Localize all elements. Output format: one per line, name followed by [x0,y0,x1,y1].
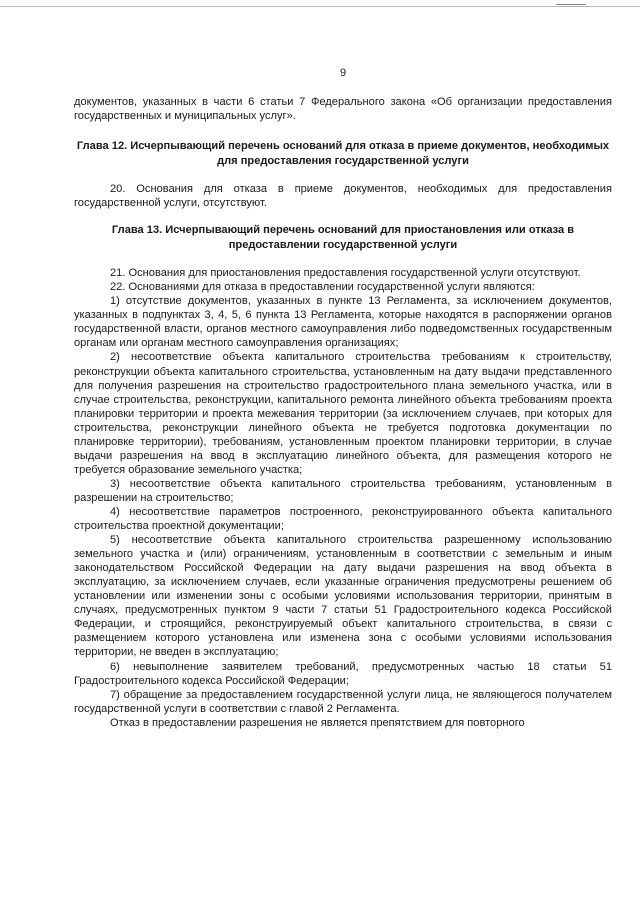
chapter-13-heading: Глава 13. Исчерпывающий перечень оснований для приостановления или отказа в предоставлении государственной услуги [111,224,575,252]
list-item-6: 6) невыполнение заявителем требований, предусмотренных частью 18 статьи 51 Градостроительного кодекса Российской Федерации; [74,660,612,687]
page-number: 9 [339,67,347,79]
paragraph-closing: Отказ в предоставлении разрешения не является препятствием для повторного [110,716,525,729]
scan-edge-line [0,6,640,7]
list-item-5: 5) несоответствие объекта капитального строительства разрешенному использованию земельного участка и (или) ограничениям, установленным в соответствии с земельным и иным законодательством Российской Федерации на дату выдачи разрешения на ввод объекта в эксплуатацию, за исключением случаев, если указанные ограничения предусмотрены решением об установлении или изменении зоны с особыми условиями использования территории, принятым в случаях, предусмотренных пунктом 9 части 7 статьи 51 Градостроительного кодекса Российской Федерации, и строящийся, реконструируемый объект капитального строительства, в связи с размещением которого установлена или изменена зона с особыми условиями использования территории, не введен в эксплуатацию; [74,534,612,659]
chapter-12-heading: Глава 12. Исчерпывающий перечень оснований для отказа в приеме документов, необходимых для предоставления государственной услуги [76,140,610,168]
paragraph-21: 21. Основания для приостановления предоставления государственной услуги отсутствуют. [110,267,581,280]
list-item-7: 7) обращение за предоставлением государственной услуги лица, не являющегося получателем государственной услуги в соответствии с главой 2 Регламента. [74,688,612,715]
list-item-1: 1) отсутствие документов, указанных в пункте 13 Регламента, за исключением документов, указанных в подпунктах 3, 4, 5, 6 пункта 13 Регламента, которые находятся в распоряжении органов государственной власти, органов местного самоуправления либо подведомственных государственным органам или органам местного самоуправления организациях; [74,295,612,350]
list-item-4: 4) несоответствие параметров построенного, реконструированного объекта капитального строительства проектной документации; [74,505,612,533]
list-item-2: 2) несоответствие объекта капитального строительства требованиям к строительству, реконструкции объекта капитального строительства, установленным на дату выдачи представленного для получения разрешения на строительство градостроительного плана земельного участка, или в случае строительства, реконструкции, капитального ремонта линейного объекта требованиям проекта планировки территории и проекта межевания территории (за исключением случаев, при которых для строительства, реконструкции линейного объекта не требуется подготовка документации по планировке территории), требованиям, установленным проектом планировки территории, в случае выдачи разрешения на ввод в эксплуатацию линейного объекта, для размещения которого не требуется образование земельного участка; [74,351,612,476]
list-item-3: 3) несоответствие объекта капитального строительства требованиям, установленным в разрешении на строительство; [74,477,612,504]
paragraph-intro: документов, указанных в части 6 статьи 7 Федерального закона «Об организации предоставления государственных и муниципальных услуг». [74,96,612,123]
document-page [74,66,612,730]
paragraph-22: 22. Основаниями для отказа в предоставлении государственной услуги являются: [110,281,535,294]
paragraph-20: 20. Основания для отказа в приеме документов, необходимых для предоставления государственной услуги, отсутствуют. [74,183,612,210]
scan-edge-mark [556,4,586,5]
